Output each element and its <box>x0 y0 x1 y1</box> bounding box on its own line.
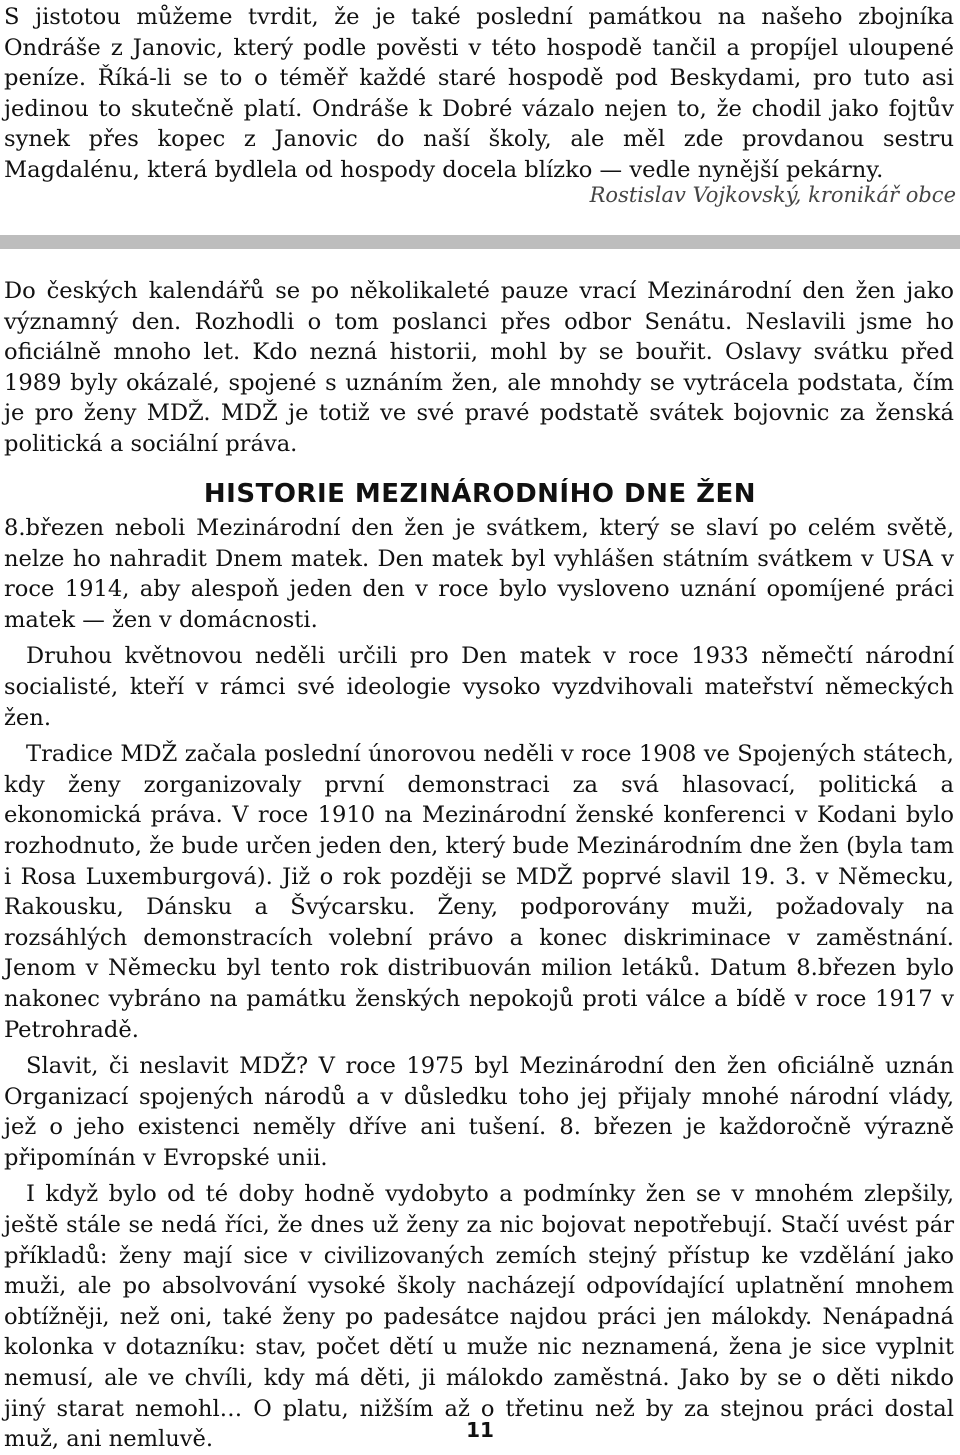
chronicler-signature: Rostislav Vojkovský, kronikář obce <box>589 183 956 207</box>
mdz-intro-paragraph: Do českých kalendářů se po několikaleté pauze vrací Mezinárodní den žen jako významný den. Rozhodli o tom poslanci přes odbor Senátu. Neslavili jsme ho oficiálně mnoho let. Kdo nezná historii, mohl by se bouřit. Oslavy svátku před 1989 byly okázalé, spojené s uznáním žen, ale mnohdy se vytrácela podstata, čím je pro ženy MDŽ. MDŽ je totiž ve své pravé podstatě svátek bojovnic za ženská politická a sociální práva. <box>4 278 954 457</box>
article-paragraph-3: Tradice MDŽ začala poslední únorovou neděli v roce 1908 ve Spojených státech, kdy ženy zorganizovaly první demonstraci za svá hlasovací, politická a ekonomická práva. V roce 1910 na Mezinárodní ženské konferenci v Kodani bylo rozhodnuto, že bude určen jeden den, který bude Mezinárodním dne žen (byla tam i Rosa Luxemburgová). Již o rok později se MDŽ poprvé slavil 19. 3. v Německu, Rakousku, Dánsku a Švýcarsku. Ženy, podporovány muži, požadovaly na rozsáhlých demonstracích volební právo a konec diskriminace v zaměstnání. Jenom v Německu byl tento rok distribuován milion letáků. Datum 8.březen bylo nakonec vybráno na památku ženských nepokojů proti válce a bídě v roce 1917 v Petrohradě. <box>4 741 954 1043</box>
section-divider <box>0 235 960 249</box>
article-body <box>4 513 954 1455</box>
article-heading: HISTORIE MEZINÁRODNÍHO DNE ŽEN <box>203 479 757 509</box>
article-paragraph-2: Druhou květnovou neděli určili pro Den matek v roce 1933 němečtí národní socialisté, kteří v rámci své ideologie vysoko vyzdvihovali mateřství německých žen. <box>4 643 954 731</box>
intro-paragraph: S jistotou můžeme tvrdit, že je také poslední památkou na našeho zbojníka Ondráše z Janovic, který podle pověsti v této hospodě tančil a propíjel uloupené peníze. Říká-li se to o téměř každé staré hospodě pod Beskydami, pro tuto asi jedinou to skutečně platí. Ondráše k Dobré vázalo nejen to, že chodil jako fojtův synek přes kopec z Janovic do naší školy, ale měl zde provdanou sestru Magdalénu, která bydlela od hospody docela blízko — vedle nynější pekárny. <box>4 4 954 183</box>
article-paragraph-4: Slavit, či neslavit MDŽ? V roce 1975 byl Mezinárodní den žen oficiálně uznán Organizací spojených národů a v důsledku toho jej přijaly mnohé národní vlády, jež o jeho existenci neměly dříve ani tušení. 8. březen je každoročně výrazně připomínán v Evropské unii. <box>4 1053 954 1171</box>
article-paragraph-5: I když bylo od té doby hodně vydobyto a podmínky žen se v mnohém zlepšily, ještě stále se nedá říci, že dnes už ženy za nic bojovat nepotřebují. Stačí uvést pár příkladů: ženy mají sice v civilizovaných zemích stejný přístup ke vzdělání jako muži, ale po absolvování vysoké školy nacházejí odpovídající uplatnění mnohem obtížněji, než oni, také ženy po padesátce najdou práci jen málokdy. Nenápadná kolonka v dotazníku: stav, počet dětí u muže nic neznamená, žena je sice vyplnit nemusí, ale ve chvíli, kdy má děti, ji málokdo zaměstná. Jako by se o děti nikdo jiný starat nemohl… O platu, nižším až o třetinu než by za stejnou práci dostal muž, ani nemluvě. <box>4 1181 954 1453</box>
page-number: 11 <box>466 1418 494 1442</box>
article-paragraph-1: 8.březen neboli Mezinárodní den žen je svátkem, který se slaví po celém světě, nelze ho nahradit Dnem matek. Den matek byl vyhlášen státním svátkem v USA v roce 1914, aby alespoň jeden den v roce bylo vysloveno uznání opomíjené práci matek — žen v domácnosti. <box>4 515 954 633</box>
